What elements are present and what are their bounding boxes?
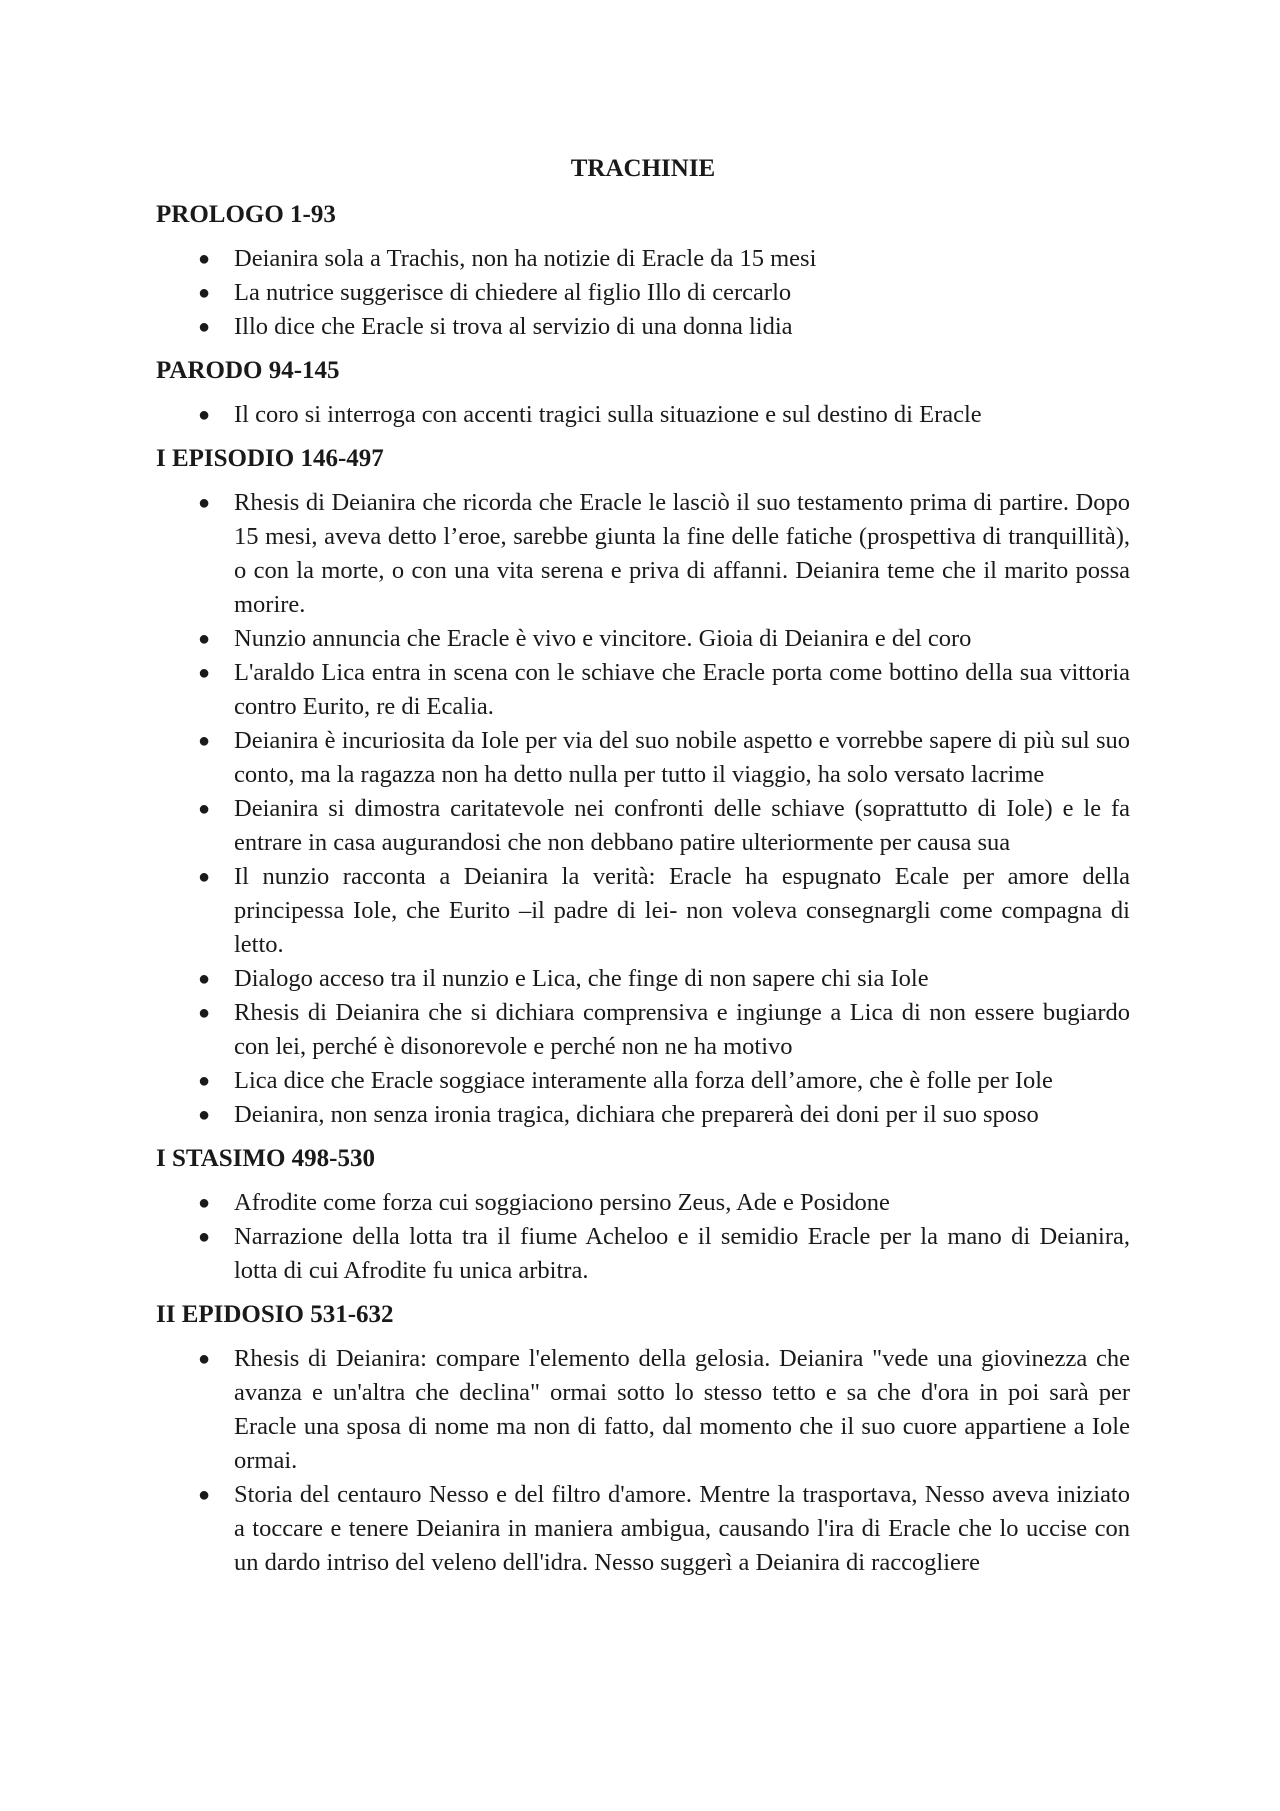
list-item-text: Dialogo acceso tra il nunzio e Lica, che finge di non sapere chi sia Iole <box>234 965 929 992</box>
document-page <box>156 148 1130 1592</box>
list-item-text: Illo dice che Eracle si trova al servizio di una donna lidia <box>234 313 793 340</box>
section-heading: I STASIMO 498-530 <box>156 1145 376 1172</box>
bullet-icon: ● <box>198 968 211 990</box>
list-item-text: Il nunzio racconta a Deianira la verità: Eracle ha espugnato Ecale per amore della principessa Iole, che Eurito –il padre di lei- non voleva consegnargli come compagna di letto. <box>234 863 1130 958</box>
list-item <box>156 622 1130 656</box>
bullet-icon: ● <box>198 866 211 888</box>
list-item <box>156 1064 1130 1098</box>
bullet-icon: ● <box>198 1070 211 1092</box>
bullet-icon: ● <box>198 492 211 514</box>
section-prologo <box>156 200 1130 344</box>
bullet-icon: ● <box>198 730 211 752</box>
list-item <box>156 656 1130 724</box>
list-item <box>156 310 1130 344</box>
list-item <box>156 1342 1130 1478</box>
list-item <box>156 1098 1130 1132</box>
list-item <box>156 860 1130 962</box>
list-item-text: Lica dice che Eracle soggiace interamente alla forza dell’amore, che è folle per Iole <box>234 1067 1053 1094</box>
bullet-list <box>156 1342 1130 1580</box>
bullet-icon: ● <box>198 1484 211 1506</box>
list-item <box>156 486 1130 622</box>
bullet-list <box>156 398 1130 432</box>
bullet-icon: ● <box>198 798 211 820</box>
list-item <box>156 1478 1130 1580</box>
list-item-text: Rhesis di Deianira che si dichiara comprensiva e ingiunge a Lica di non essere bugiardo con lei, perché è disonorevole e perché non ne ha motivo <box>234 999 1130 1060</box>
section-heading: II EPIDOSIO 531-632 <box>156 1301 394 1328</box>
section-i-episodio <box>156 444 1130 1132</box>
list-item <box>156 276 1130 310</box>
list-item-text: Rhesis di Deianira: compare l'elemento della gelosia. Deianira "vede una giovinezza che avanza e un'altra che declina" ormai sotto lo stesso tetto e sa che d'ora in poi sarà per Eracle una sposa di nome ma non di fatto, dal momento che il suo cuore appartiene a Iole ormai. <box>234 1345 1130 1474</box>
list-item <box>156 242 1130 276</box>
section-i-stasimo <box>156 1144 1130 1288</box>
list-item <box>156 1220 1130 1288</box>
list-item <box>156 398 1130 432</box>
list-item-text: Narrazione della lotta tra il fiume Acheloo e il semidio Eracle per la mano di Deianira, lotta di cui Afrodite fu unica arbitra. <box>234 1223 1130 1284</box>
section-ii-episodio <box>156 1300 1130 1580</box>
bullet-icon: ● <box>198 1348 211 1370</box>
list-item <box>156 962 1130 996</box>
bullet-icon: ● <box>198 1226 211 1248</box>
section-parodo <box>156 356 1130 432</box>
list-item-text: Storia del centauro Nesso e del filtro d'amore. Mentre la trasportava, Nesso aveva iniziato a toccare e tenere Deianira in maniera ambigua, causando l'ira di Eracle che lo uccise con un dardo intriso del veleno dell'idra. Nesso suggerì a Deianira di raccogliere <box>234 1481 1130 1576</box>
list-item-text: L'araldo Lica entra in scena con le schiave che Eracle porta come bottino della sua vittoria contro Eurito, re di Ecalia. <box>234 659 1130 720</box>
section-heading: PROLOGO 1-93 <box>156 201 336 228</box>
list-item-text: Deianira è incuriosita da Iole per via del suo nobile aspetto e vorrebbe sapere di più sul suo conto, ma la ragazza non ha detto nulla per tutto il viaggio, ha solo versato lacrime <box>234 727 1130 788</box>
list-item-text: Il coro si interroga con accenti tragici sulla situazione e sul destino di Eracle <box>234 401 982 428</box>
bullet-icon: ● <box>198 628 211 650</box>
list-item-text: Deianira sola a Trachis, non ha notizie di Eracle da 15 mesi <box>234 245 817 272</box>
bullet-icon: ● <box>198 1192 211 1214</box>
list-item-text: Deianira si dimostra caritatevole nei confronti delle schiave (soprattutto di Iole) e le fa entrare in casa augurandosi che non debbano patire ulteriormente per causa sua <box>234 795 1130 856</box>
list-item-text: La nutrice suggerisce di chiedere al figlio Illo di cercarlo <box>234 279 792 306</box>
bullet-icon: ● <box>198 316 211 338</box>
list-item <box>156 724 1130 792</box>
list-item-text: Deianira, non senza ironia tragica, dichiara che preparerà dei doni per il suo sposo <box>234 1101 1039 1128</box>
bullet-list <box>156 242 1130 344</box>
bullet-icon: ● <box>198 1104 211 1126</box>
list-item-text: Nunzio annuncia che Eracle è vivo e vincitore. Gioia di Deianira e del coro <box>234 625 972 652</box>
bullet-icon: ● <box>198 1002 211 1024</box>
list-item <box>156 1186 1130 1220</box>
bullet-list <box>156 486 1130 1132</box>
section-heading: I EPISODIO 146-497 <box>156 445 384 472</box>
document-title: TRACHINIE <box>570 155 716 182</box>
bullet-icon: ● <box>198 248 211 270</box>
bullet-icon: ● <box>198 404 211 426</box>
bullet-list <box>156 1186 1130 1288</box>
list-item-text: Rhesis di Deianira che ricorda che Eracle le lasciò il suo testamento prima di partire. Dopo 15 mesi, aveva detto l’eroe, sarebbe giunta la fine delle fatiche (prospettiva di tranquillità), o con la morte, o con una vita serena e priva di affanni. Deianira teme che il marito possa morire. <box>234 489 1130 618</box>
list-item <box>156 996 1130 1064</box>
list-item-text: Afrodite come forza cui soggiaciono persino Zeus, Ade e Posidone <box>234 1189 890 1216</box>
list-item <box>156 792 1130 860</box>
section-heading: PARODO 94-145 <box>156 357 340 384</box>
bullet-icon: ● <box>198 662 211 684</box>
bullet-icon: ● <box>198 282 211 304</box>
